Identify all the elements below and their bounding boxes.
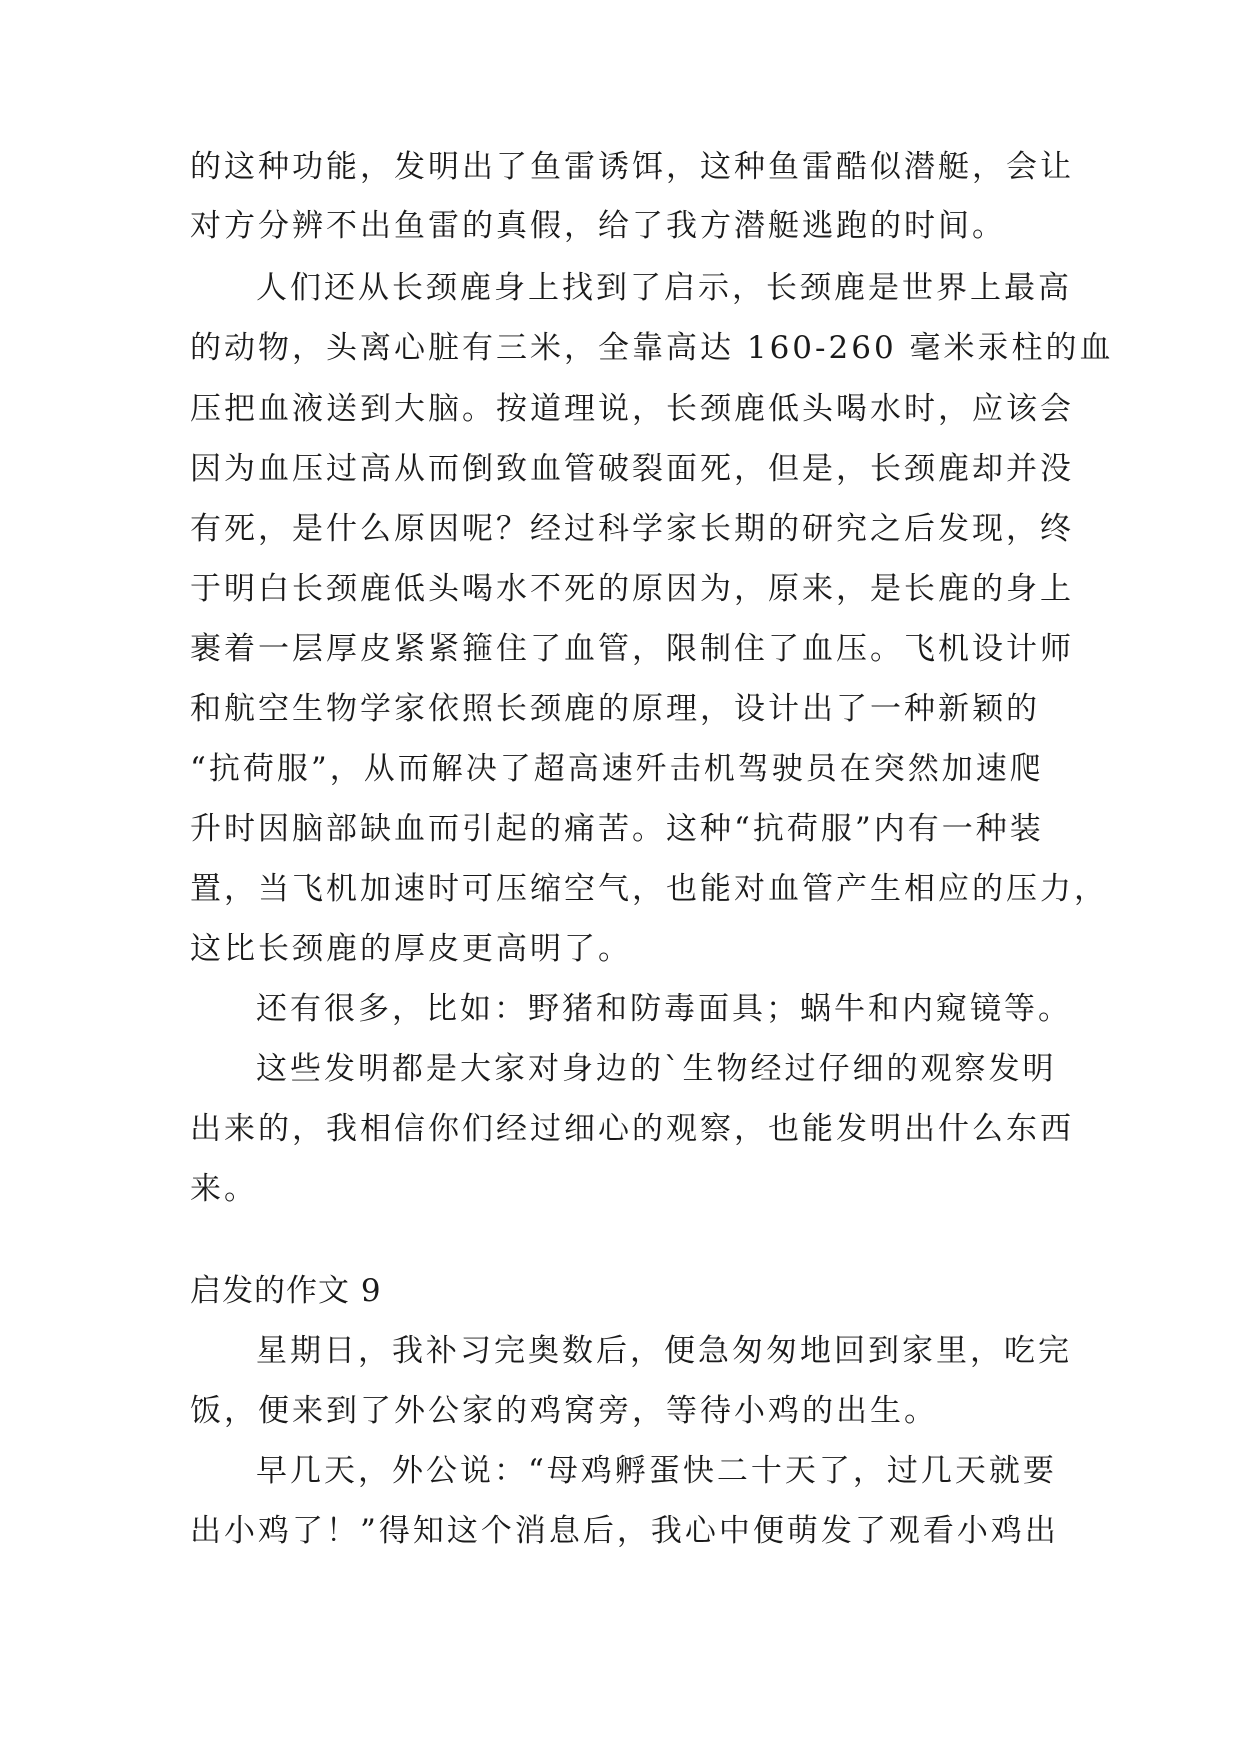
paragraph-line: 因为血压过高从而倒致血管破裂面死，但是，长颈鹿却并没 [190, 451, 1074, 487]
paragraph-line: 出小鸡了！”得知这个消息后，我心中便萌发了观看小鸡出 [190, 1513, 1059, 1549]
paragraph-line: 和航空生物学家依照长颈鹿的原理，设计出了一种新颖的 [190, 691, 1040, 727]
paragraph-line: 裹着一层厚皮紧紧箍住了血管，限制住了血压。飞机设计师 [190, 631, 1074, 667]
paragraph-line: 压把血液送到大脑。按道理说，长颈鹿低头喝水时，应该会 [190, 391, 1074, 427]
section-heading: 启发的作文 9 [190, 1273, 382, 1309]
paragraph-line: 这些发明都是大家对身边的`生物经过仔细的观察发明 [256, 1051, 1057, 1087]
paragraph-line: 早几天，外公说：“母鸡孵蛋快二十天了，过几天就要 [256, 1453, 1057, 1489]
paragraph-line: 于明白长颈鹿低头喝水不死的原因为，原来，是长鹿的身上 [190, 571, 1074, 607]
paragraph-line: 人们还从长颈鹿身上找到了启示，长颈鹿是世界上最高 [256, 270, 1072, 306]
paragraph-line: 星期日，我补习完奥数后，便急匆匆地回到家里，吃完 [256, 1333, 1072, 1369]
paragraph-line: “抗荷服”，从而解决了超高速歼击机驾驶员在突然加速爬 [190, 751, 1044, 787]
paragraph-line: 升时因脑部缺血而引起的痛苦。这种“抗荷服”内有一种装 [190, 811, 1044, 847]
paragraph-line: 这比长颈鹿的厚皮更高明了。 [190, 931, 632, 967]
paragraph-line: 饭，便来到了外公家的鸡窝旁，等待小鸡的出生。 [190, 1393, 938, 1429]
paragraph-line: 的动物，头离心脏有三米，全靠高达 160-260 毫米汞柱的血 [190, 330, 1114, 366]
paragraph-line: 置，当飞机加速时可压缩空气，也能对血管产生相应的压力， [190, 871, 1108, 907]
paragraph-line: 的这种功能，发明出了鱼雷诱饵，这种鱼雷酷似潜艇，会让 [190, 149, 1074, 185]
paragraph-line: 还有很多，比如：野猪和防毒面具；蜗牛和内窥镜等。 [256, 991, 1072, 1027]
paragraph-line: 来。 [190, 1171, 258, 1207]
paragraph-line: 出来的，我相信你们经过细心的观察，也能发明出什么东西 [190, 1111, 1074, 1147]
paragraph-line: 有死，是什么原因呢？经过科学家长期的研究之后发现，终 [190, 511, 1074, 547]
paragraph-line: 对方分辨不出鱼雷的真假，给了我方潜艇逃跑的时间。 [190, 208, 1006, 244]
